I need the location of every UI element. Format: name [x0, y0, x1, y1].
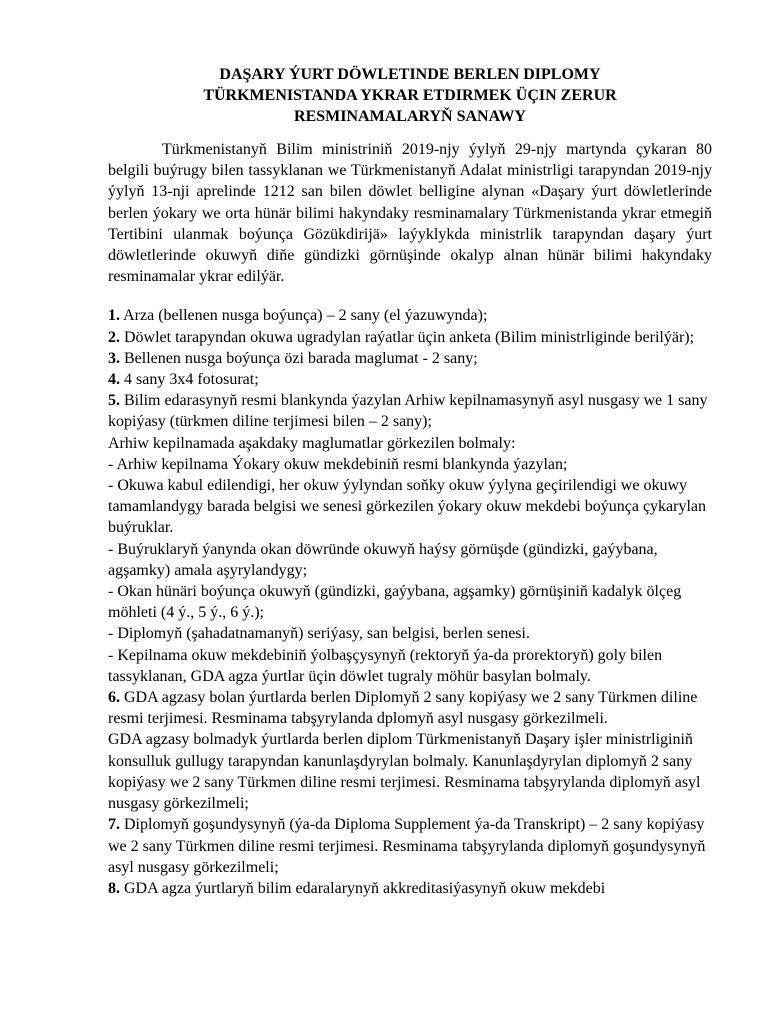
list-item — [108, 878, 712, 899]
item-number: 6. — [108, 689, 120, 707]
title-line-2: TÜRKMENISTANDA YKRAR ETDIRMEK ÜÇIN ZERUR — [203, 87, 617, 104]
list-item — [108, 814, 712, 878]
list-item — [108, 539, 712, 581]
title-line-1: DAŞARY ÝURT DÖWLETINDE BERLEN DIPLOMY — [219, 66, 601, 83]
list-item — [108, 475, 712, 539]
item-text: - Diplomyň (şahadatnamanyň) seriýasy, san belgisi, berlen senesi. — [108, 625, 530, 643]
list-item — [108, 390, 712, 432]
item-text: - Kepilnama okuw mekdebiniň ýolbaşçysynyň (rektoryň ýa-da prorektoryň) goly bilen tassyklanan, GDA agza ýurtlar üçin döwlet tugraly möhür basylan bolmaly. — [108, 646, 663, 685]
item-text: Diplomyň goşundysynyň (ýa-da Diploma Supplement ýa-da Transkript) – 2 sany kopiýasy we 2 sany Türkmen diline resmi terjimesi. Resminama tabşyrylanda diplomyň goşundysynyň asyl nusgasy görkezilmeli; — [108, 816, 706, 876]
item-text: - Okuwa kabul edilendigi, her okuw ýylyndan soňky okuw ýylyna geçirilendigi we okuwy tamamlandygy barada belgisi we senesi görkezilen ýokary okuw mekdebi boýunça çykarylan buýruklar. — [108, 477, 707, 537]
item-text: GDA agzasy bolan ýurtlarda berlen Diplomyň 2 sany kopiýasy we 2 sany Türkmen diline resmi terjimesi. Resminama tabşyrylanda dplomyň asyl nusgasy görkezilmeli. — [108, 689, 698, 728]
item-text: - Okan hünäri boýunça okuwyň (gündizki, gaýybana, agşamky) görnüşiniň kadalyk ölçeg möhleti (4 ý., 5 ý., 6 ý.); — [108, 583, 682, 622]
item-text: Bellenen nusga boýunça özi barada maglumat - 2 sany; — [120, 349, 478, 367]
item-text: GDA agzasy bolmadyk ýurtlarda berlen diplom Türkmenistanyň Daşary işler ministrliginiň konsulluk gullugy tarapyndan kanunlaşdyrylan bolmaly. Kanunlaşdyrylan diplomyň 2 sany kopiýasy we 2 sany Türkmen diline resmi terjimesi. Resminama tabşyrylanda diplomyň asyl nusgasy görkezilmeli; — [108, 731, 701, 813]
item-number: 8. — [108, 879, 120, 897]
list-item — [108, 305, 712, 326]
intro-paragraph: Türkmenistanyň Bilim ministriniň 2019-njy ýylyň 29-njy martynda çykaran 80 belgili buýrugy bilen tassyklanan we Türkmenistanyň Adalat ministrligi tarapyndan 2019-njy ýylyň 13-nji aprelinde 1212 san bilen döwlet belligine alynan «Daşary ýurt döwletlerinde berlen ýokary we orta hünär bilimi hakyndaky resminamalary Türkmenistanda ykrar etmegiň Tertibini ulanmak boýunça Gözükdirijä» laýyklykda ministrlik tarapyndan daşary ýurt döwletlerinde okuwyň diňe gündizki görnüşinde okalyp alnan hünär bilimi hakyndaky resminamalar ykrar edilýär. — [108, 141, 712, 286]
item-text: Döwlet tarapyndan okuwa ugradylan raýatlar üçin anketa (Bilim ministrliginde berilýär); — [120, 328, 695, 346]
list-item — [108, 645, 712, 687]
list-item — [108, 581, 712, 623]
item-text: Bilim edarasynyň resmi blankynda ýazylan Arhiw kepilnamasynyň asyl nusgasy we 1 sany kopiýasy (türkmen diline terjimesi bilen – 2 sany); — [108, 392, 708, 431]
item-number: 1. — [108, 307, 120, 325]
item-text: - Arhiw kepilnama Ýokary okuw mekdebiniň resmi blankynda ýazylan; — [108, 455, 568, 473]
list-item — [108, 369, 712, 390]
list-item — [108, 327, 712, 348]
item-number: 3. — [108, 349, 120, 367]
item-number: 5. — [108, 392, 120, 410]
item-text: Arhiw kepilnamada aşakdaky maglumatlar görkezilen bolmaly: — [108, 434, 516, 452]
list-item — [108, 348, 712, 369]
item-text: 4 sany 3x4 fotosurat; — [120, 371, 259, 389]
title-line-3: RESMINAMALARYŇ SANAWY — [294, 108, 526, 125]
list-item — [108, 729, 712, 814]
item-text: - Buýruklaryň ýanynda okan döwründe okuwyň haýsy görnüşde (gündizki, gaýybana, agşamky) amala aşyrylandygy; — [108, 540, 658, 579]
list-item — [108, 454, 712, 475]
document-title — [108, 64, 712, 127]
item-text: Arza (bellenen nusga boýunça) – 2 sany (el ýazuwynda); — [120, 307, 488, 325]
requirements-list — [108, 305, 712, 899]
list-item — [108, 687, 712, 729]
item-number: 2. — [108, 328, 120, 346]
item-number: 4. — [108, 371, 120, 389]
list-item — [108, 623, 712, 644]
list-item — [108, 433, 712, 454]
item-text: GDA agza ýurtlaryň bilim edaralarynyň akkreditasiýasynyň okuw mekdebi — [120, 879, 606, 897]
item-number: 7. — [108, 816, 120, 834]
